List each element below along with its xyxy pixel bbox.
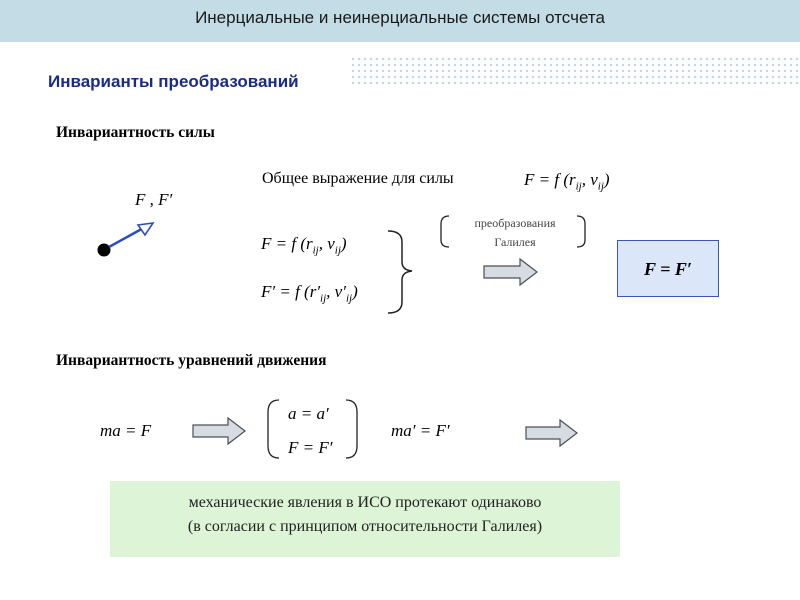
acceleration-equality: a = a′ [288,404,329,423]
force-equality-result: F = F′ [643,259,692,279]
general-expression-label: Общее выражение для силы [262,170,454,187]
newton-equation-frame2: ma′ = F′ [391,421,450,440]
force-equality: F = F′ [288,438,333,457]
slide-subtitle: Инварианты преобразований [48,72,299,91]
motion-block-arrow-1-icon [193,418,245,444]
conclusion-line-2: (в согласии с принципом относительности Галилея) [187,518,543,535]
force-invariance-heading: Инвариантность силы [56,124,215,141]
system-right-paren-icon [346,400,357,458]
general-force-formula: F = f ($r_{ij}$, $v_{ij}$) [524,170,610,193]
conclusion-line-1: механические явления в ИСО протекают одинаково [188,494,542,511]
right-paren-icon [577,216,585,247]
galileo-block-arrow-icon [484,259,537,285]
motion-invariance-heading: Инвариантность уравнений движения [56,352,327,369]
force-vector-arrow-icon [98,223,154,257]
right-curly-brace-icon [388,231,412,313]
motion-block-arrow-2-icon [526,420,577,446]
force-formula-frame1: F = f ($r_{ij}$, $v_{ij}$) [261,234,347,257]
galileo-transform-label: преобразования Галилея [474,216,556,249]
left-paren-icon [441,216,449,247]
force-formula-frame2: F′ = f ($r'_{ij}$, $v'_{ij}$) [261,282,358,305]
newton-equation-frame1: ma = F [100,421,152,440]
vector-label: F , F′ [135,190,173,209]
slide-header-title: Инерциальные и неинерциальные системы отсчета [195,8,605,27]
system-left-paren-icon [268,400,279,458]
